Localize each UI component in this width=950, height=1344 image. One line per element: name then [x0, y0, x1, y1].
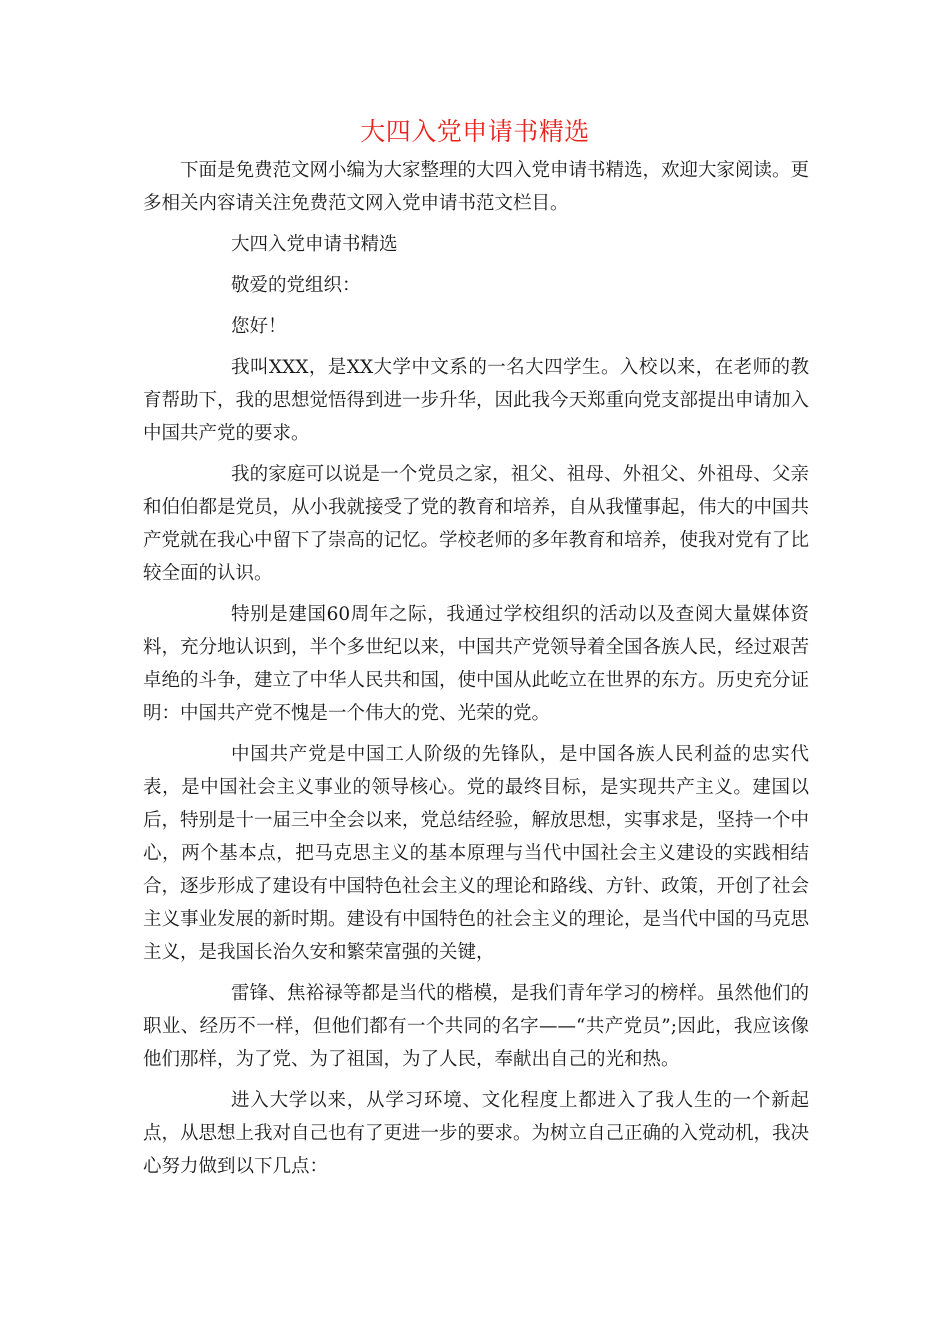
body-paragraph: 中国共产党是中国工人阶级的先锋队，是中国各族人民利益的忠实代表，是中国社会主义事业的领导核心。党的最终目标，是实现共产主义。建国以后，特别是十一届三中全会以来，党总结经验，解放思想，实事求是，坚持一个中心，两个基本点，把马克思主义的基本原理与当代中国社会主义建设的实践相结合，逐步形成了建设有中国特色社会主义的理论和路线、方针、政策，开创了社会主义事业发展的新时期。建设有中国特色的社会主义的理论，是当代中国的马克思主义，是我国长治久安和繁荣富强的关键，	[143, 744, 810, 963]
body-paragraph: 我的家庭可以说是一个党员之家，祖父、祖母、外祖父、外祖母、父亲和伯伯都是党员，从小我就接受了党的教育和培养，自从我懂事起，伟大的中国共产党就在我心中留下了崇高的记忆。学校老师的多年教育和培养，使我对党有了比较全面的认识。	[143, 464, 810, 584]
body-paragraph: 进入大学以来，从学习环境、文化程度上都进入了我人生的一个新起点，从思想上我对自己也有了更进一步的要求。为树立自己正确的入党动机，我决心努力做到以下几点：	[143, 1090, 810, 1177]
body-paragraph: 特别是建国60周年之际，我通过学校组织的活动以及查阅大量媒体资料，充分地认识到，半个多世纪以来，中国共产党领导着全国各族人民，经过艰苦卓绝的斗争，建立了中华人民共和国，使中国从此屹立在世界的东方。历史充分证明：中国共产党不愧是一个伟大的党、光荣的党。	[143, 604, 810, 724]
intro-paragraph: 下面是免费范文网小编为大家整理的大四入党申请书精选，欢迎大家阅读。更多相关内容请关注免费范文网入党申请书范文栏目。	[143, 160, 810, 214]
document-title: 大四入党申请书精选	[360, 117, 590, 146]
letter-title: 大四入党申请书精选	[231, 234, 398, 255]
greeting: 您好！	[231, 316, 287, 337]
body-paragraph: 雷锋、焦裕禄等都是当代的楷模，是我们青年学习的榜样。虽然他们的职业、经历不一样，但他们都有一个共同的名字——“共产党员”;因此，我应该像他们那样，为了党、为了祖国，为了人民，奉献出自己的光和热。	[143, 983, 809, 1070]
salutation: 敬爱的党组织：	[231, 275, 361, 296]
body-paragraph: 我叫XXX，是XX大学中文系的一名大四学生。入校以来，在老师的教育帮助下，我的思想觉悟得到进一步升华，因此我今天郑重向党支部提出申请加入中国共产党的要求。	[143, 357, 810, 444]
document-body	[143, 154, 809, 1191]
